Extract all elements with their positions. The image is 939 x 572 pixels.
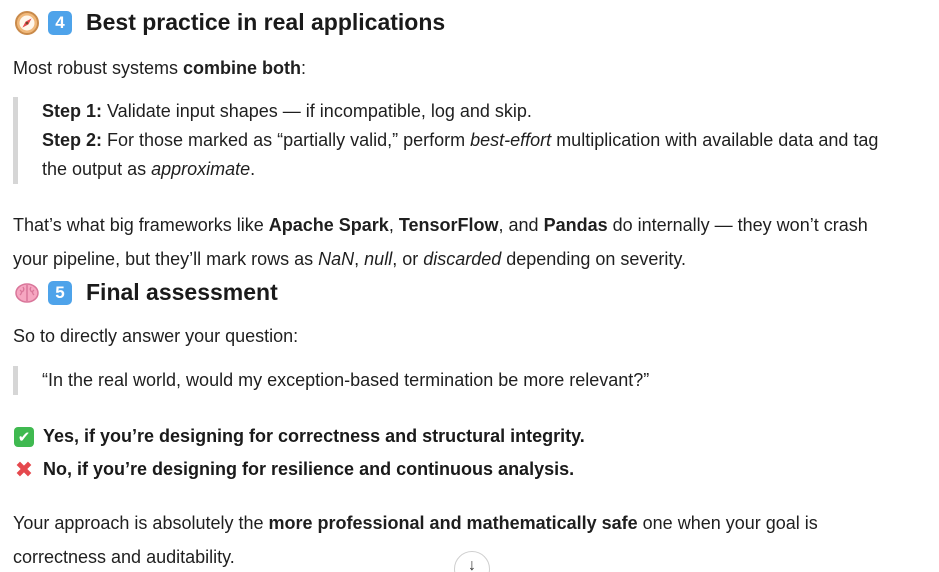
- question-text: “In the real world, would my exception-based termination be more relevant?”: [42, 370, 650, 390]
- section-4-title: Best practice in real applications: [86, 9, 446, 35]
- intro-bold: combine both: [183, 58, 302, 78]
- frameworks-sep-4: , or: [392, 249, 424, 269]
- marker-discarded: discarded: [423, 249, 502, 269]
- step-1-line: [42, 97, 878, 126]
- framework-tensorflow: TensorFlow: [398, 215, 499, 235]
- intro-suffix: :: [301, 58, 307, 78]
- conclusion-line-2: correctness and auditability.: [13, 547, 235, 567]
- step-1-text: Validate input shapes — if incompatible, log and skip.: [102, 101, 532, 121]
- conclusion-paragraph: [13, 506, 818, 572]
- framework-spark: Apache Spark: [268, 215, 389, 235]
- conclusion-text-end: one when your goal is: [637, 513, 818, 533]
- step-2-line-2: [42, 155, 878, 184]
- step-2-line2-italic: approximate: [151, 159, 251, 179]
- step-2-italic: best-effort: [470, 130, 552, 150]
- frameworks-text: That’s what big frameworks like: [13, 215, 269, 235]
- answer-intro: So to directly answer your question:: [13, 326, 299, 346]
- frameworks-line2-end: depending on severity.: [501, 249, 687, 269]
- frameworks-sep: ,: [388, 215, 399, 235]
- frameworks-paragraph: [13, 208, 868, 276]
- section-5-heading: [14, 279, 278, 306]
- marker-nan: NaN: [318, 249, 355, 269]
- step-2-line2-text: the output as: [42, 159, 152, 179]
- step-2-line: [42, 126, 878, 155]
- question-blockquote: [13, 366, 649, 395]
- frameworks-line-2: [13, 242, 868, 276]
- cross-mark-icon: ✖: [14, 456, 34, 482]
- arrow-down-icon: ↓: [468, 557, 476, 572]
- step-2-line2-end: .: [250, 159, 256, 179]
- frameworks-text-end: do internally — they won’t crash: [607, 215, 868, 235]
- step-1-label: Step 1:: [42, 101, 103, 121]
- compass-icon: [14, 10, 40, 36]
- verdict-no-text: No, if you’re designing for resilience and continuous analysis.: [43, 459, 575, 479]
- check-mark-icon: ✔: [14, 427, 34, 447]
- number-5-badge: 5: [48, 281, 72, 305]
- verdict-yes: [14, 426, 585, 447]
- step-2-text: For those marked as “partially valid,” perform: [102, 130, 471, 150]
- frameworks-line-1: [13, 208, 868, 242]
- verdict-no: [14, 456, 575, 482]
- conclusion-bold: more professional and mathematically safe: [268, 513, 638, 533]
- verdict-yes-text: Yes, if you’re designing for correctness and structural integrity.: [43, 426, 585, 446]
- intro-paragraph: [13, 51, 306, 85]
- section-5-title: Final assessment: [86, 279, 278, 305]
- section-4-heading: [14, 9, 445, 36]
- framework-pandas: Pandas: [543, 215, 608, 235]
- frameworks-sep-2: , and: [498, 215, 544, 235]
- intro-text: Most robust systems: [13, 58, 184, 78]
- frameworks-line2-text: your pipeline, but they’ll mark rows as: [13, 249, 319, 269]
- step-2-text-end: multiplication with available data and tag: [551, 130, 879, 150]
- brain-icon: [14, 280, 40, 306]
- frameworks-sep-3: ,: [354, 249, 365, 269]
- marker-null: null: [364, 249, 393, 269]
- step-2-label: Step 2:: [42, 130, 103, 150]
- conclusion-text: Your approach is absolutely the: [13, 513, 269, 533]
- conclusion-line-1: [13, 506, 818, 540]
- number-4-badge: 4: [48, 11, 72, 35]
- steps-blockquote: [13, 97, 878, 184]
